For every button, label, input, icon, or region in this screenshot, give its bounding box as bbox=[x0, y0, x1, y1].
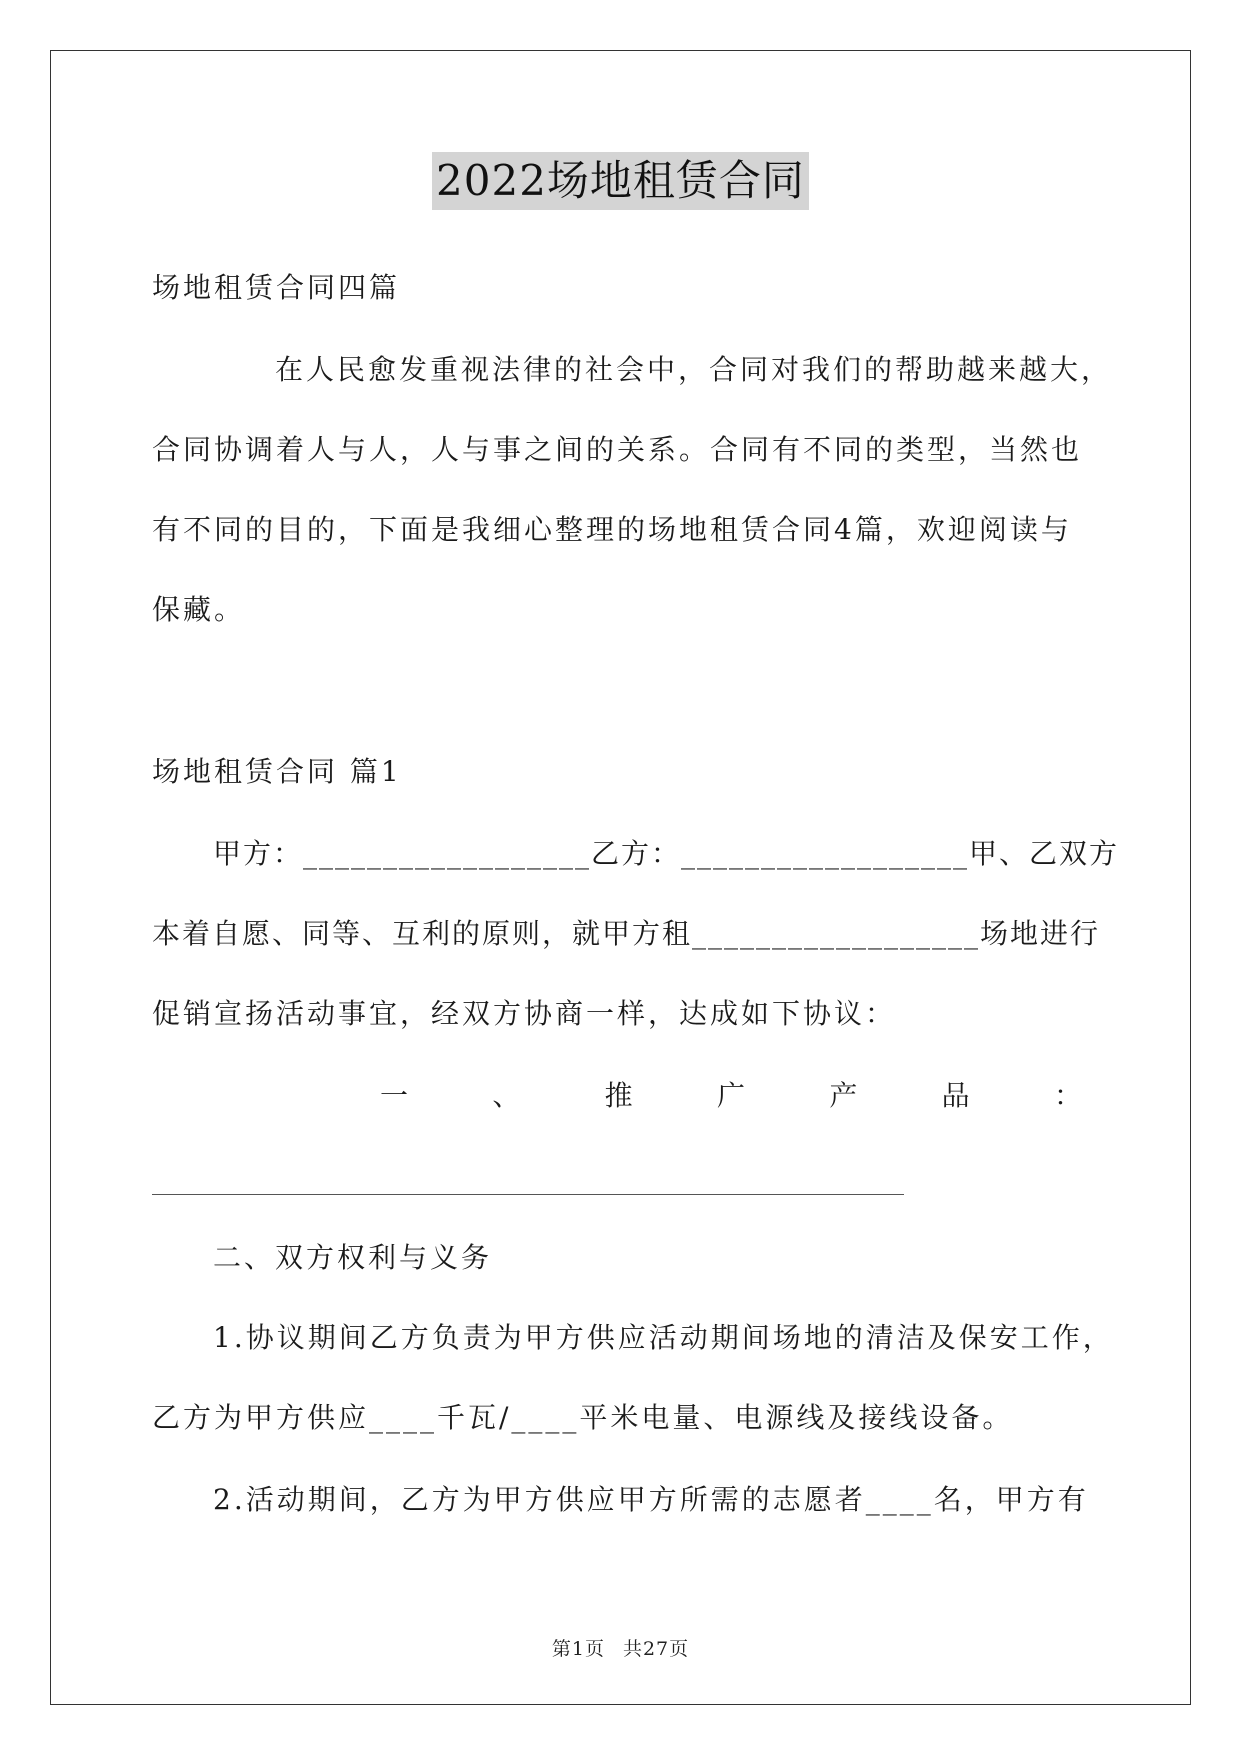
document-title: 2022场地租赁合同 bbox=[432, 152, 809, 210]
body-line-3: 促销宣扬活动事宜，经双方协商一样，达成如下协议： bbox=[152, 997, 897, 1030]
clause-one-char: 、 bbox=[492, 1079, 521, 1112]
page-total: 共27页 bbox=[622, 1638, 690, 1660]
intro-line-1: 在人民愈发重视法律的社会中，合同对我们的帮助越来越大， bbox=[275, 353, 1113, 386]
clause-one-char: 品 bbox=[941, 1079, 970, 1112]
item-line-1: 1.协议期间乙方负责为甲方供应活动期间场地的清洁及保安工作， bbox=[213, 1321, 1114, 1354]
clause-one-char: 广 bbox=[716, 1079, 745, 1112]
intro-line-2: 合同协调着人与人，人与事之间的关系。合同有不同的类型，当然也 bbox=[152, 433, 1083, 466]
section-heading: 场地租赁合同 篇1 bbox=[152, 755, 402, 788]
body-line-2: 本着自愿、同等、互利的原则，就甲方租__________________场地进行 bbox=[152, 917, 1101, 950]
clause-two-heading: 二、双方权利与义务 bbox=[213, 1241, 493, 1274]
item-line-2: 乙方为甲方供应____千瓦/____平米电量、电源线及接线设备。 bbox=[152, 1401, 1014, 1434]
subtitle: 场地租赁合同四篇 bbox=[152, 271, 401, 304]
item-line-3: 2.活动期间，乙方为甲方供应甲方所需的志愿者____名，甲方有 bbox=[213, 1483, 1089, 1516]
page-footer bbox=[0, 1636, 1241, 1662]
intro-line-4: 保藏。 bbox=[152, 593, 246, 626]
intro-line-3: 有不同的目的，下面是我细心整理的场地租赁合同4篇，欢迎阅读与 bbox=[152, 513, 1072, 546]
clause-one-row bbox=[152, 1076, 1082, 1116]
page-number: 第1页 bbox=[551, 1638, 605, 1660]
clause-one-char: 产 bbox=[829, 1079, 858, 1112]
blank-underline bbox=[152, 1194, 904, 1195]
clause-one-char: 一 bbox=[380, 1079, 409, 1112]
clause-one-char: 推 bbox=[604, 1079, 633, 1112]
title-container bbox=[0, 152, 1241, 210]
body-line-1: 甲方：__________________乙方：__________________甲、乙双方 bbox=[213, 837, 1120, 870]
clause-one-char: ： bbox=[1053, 1079, 1082, 1112]
